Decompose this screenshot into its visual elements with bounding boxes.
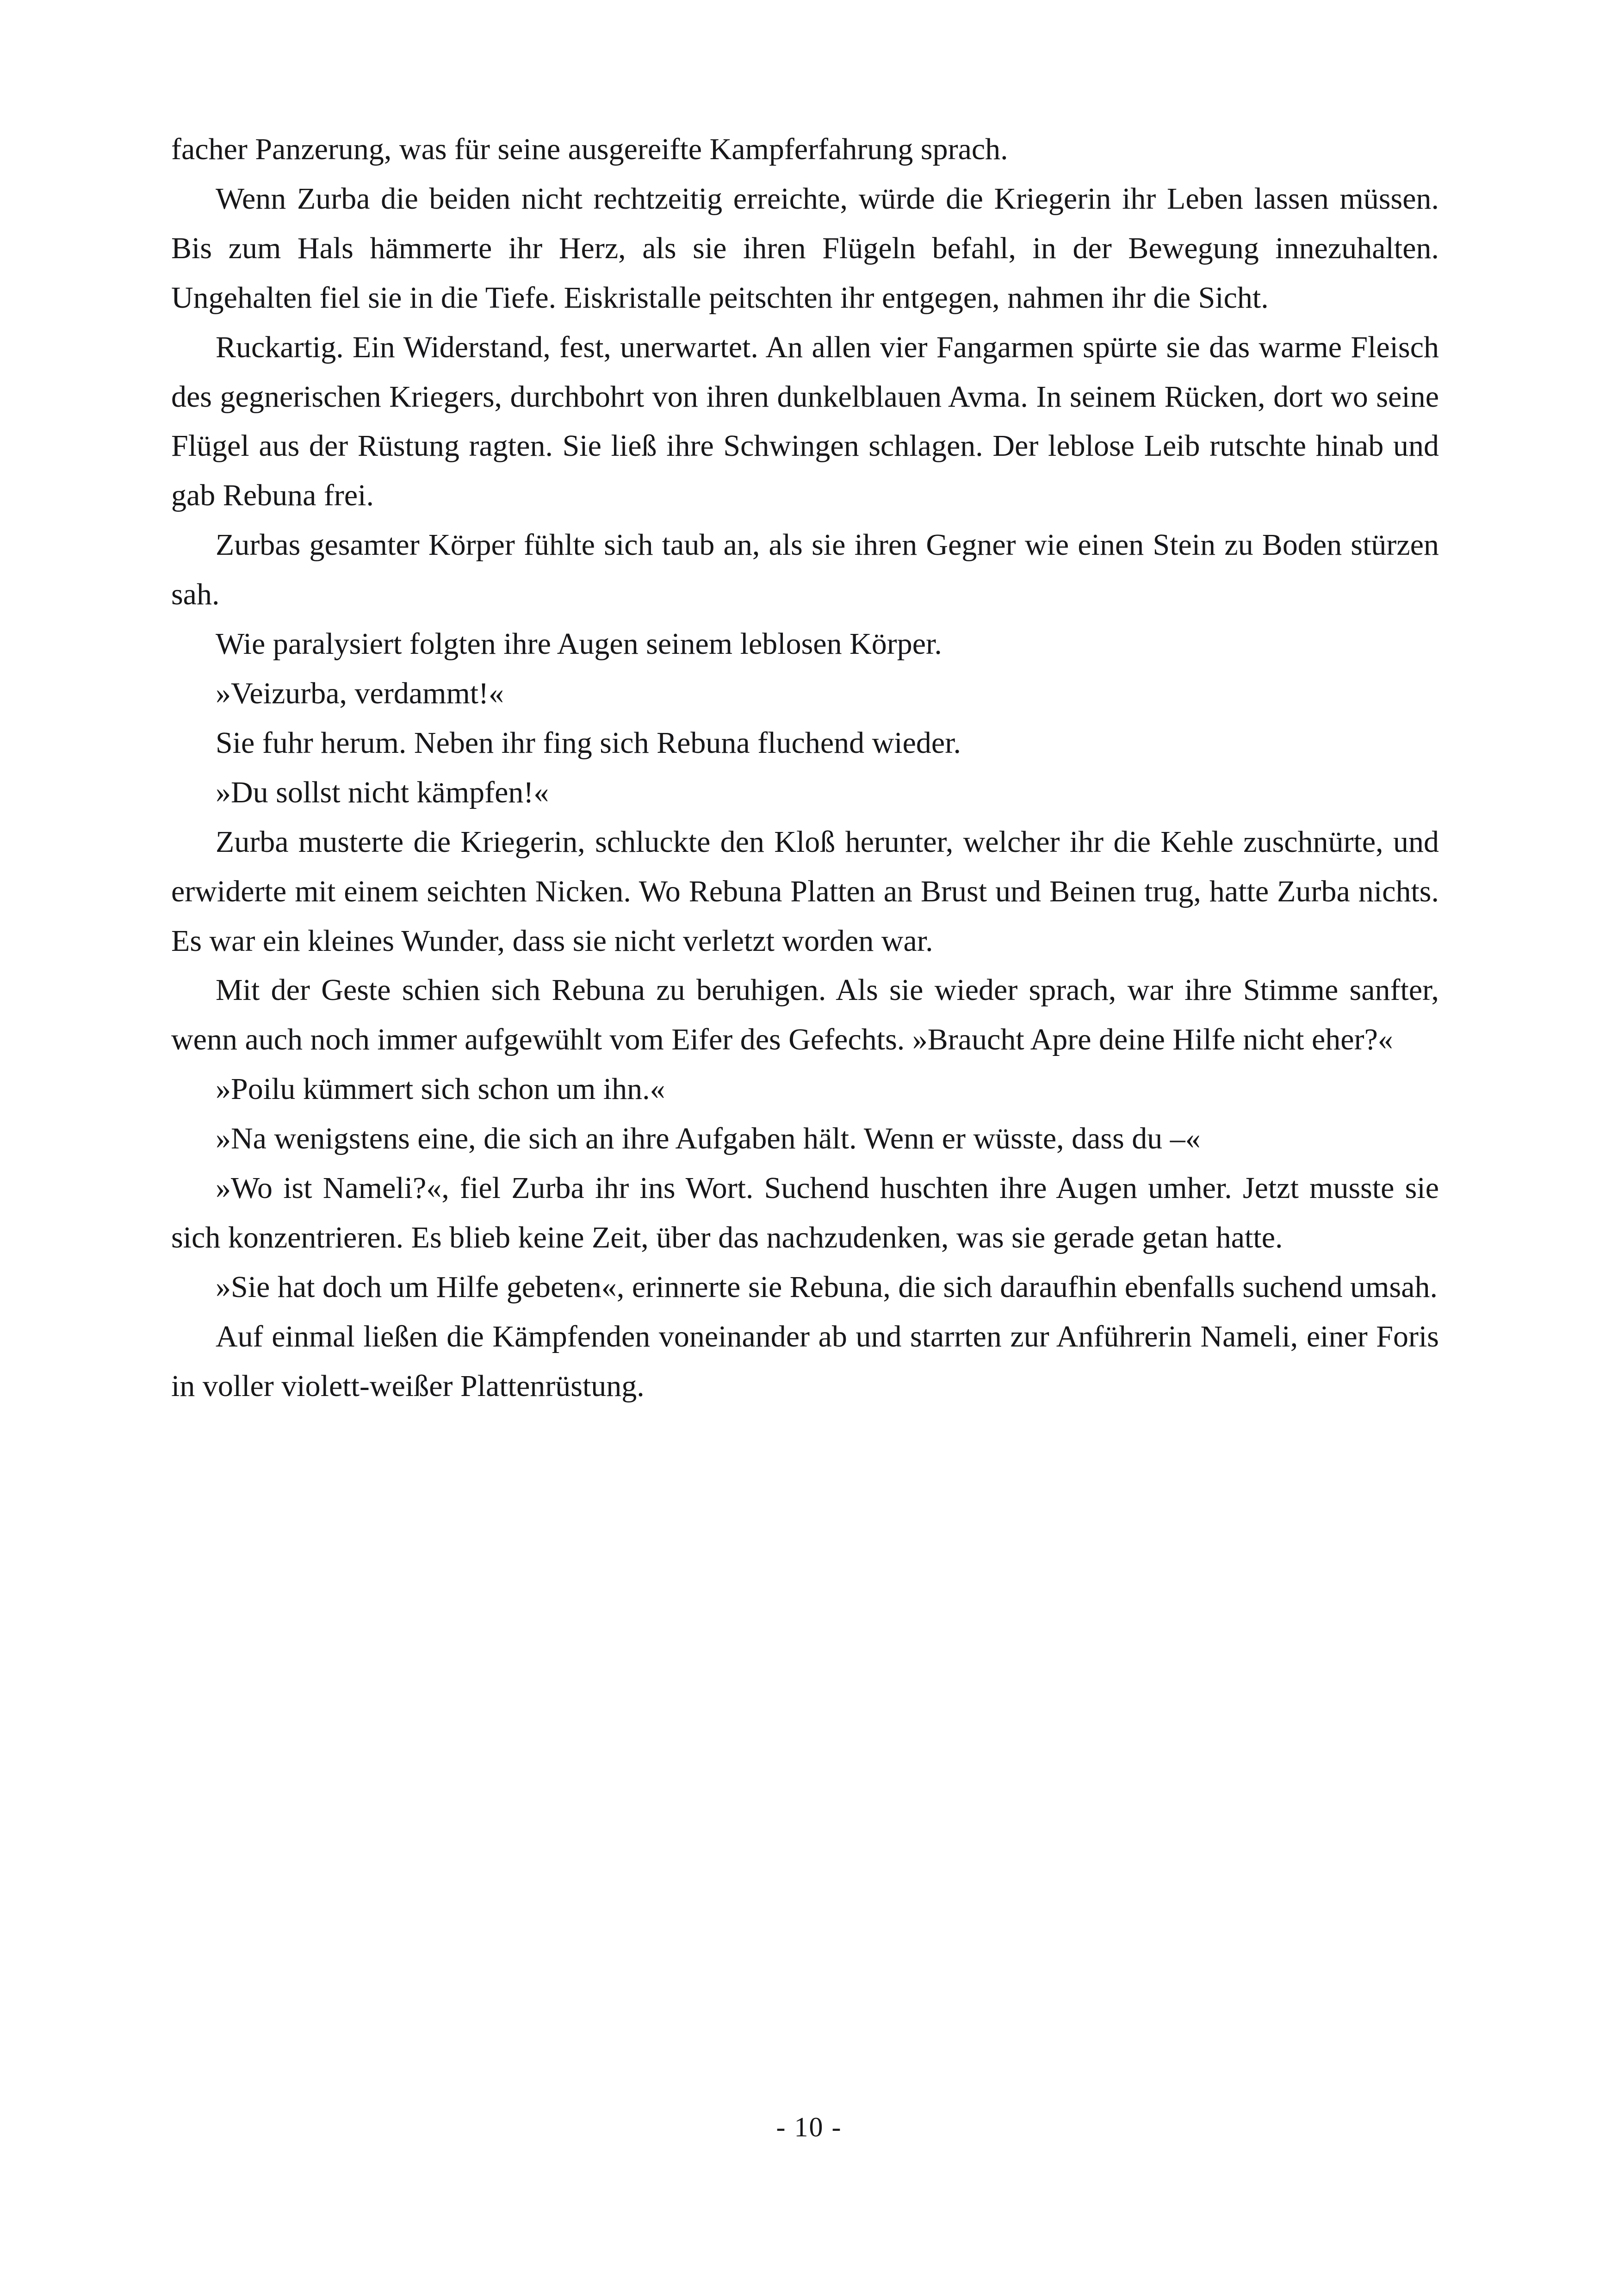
page-number: - 10 - [776, 2112, 842, 2142]
paragraph: Zurbas gesamter Körper fühlte sich taub an, als sie ihren Gegner wie einen Stein zu Boden stürzen sah. [171, 528, 1439, 612]
body-text [171, 125, 1439, 1411]
paragraph: Wie paralysiert folgten ihre Augen seinem leblosen Körper. [216, 627, 942, 661]
paragraph: Sie fuhr herum. Neben ihr fing sich Rebuna fluchend wieder. [216, 726, 961, 760]
paragraph: Zurba musterte die Kriegerin, schluckte den Kloß herunter, welcher ihr die Kehle zuschnürte, und erwiderte mit einem seichten Nicken. Wo Rebuna Platten an Brust und Beinen trug, hatte Zurba nichts. Es war ein kleines Wunder, dass sie nicht verletzt worden war. [171, 825, 1439, 958]
paragraph: »Poilu kümmert sich schon um ihn.« [216, 1072, 665, 1106]
paragraph: Ruckartig. Ein Widerstand, fest, unerwartet. An allen vier Fangarmen spürte sie das warme Fleisch des gegnerischen Kriegers, durchbohrt von ihren dunkelblauen Avma. In seinem Rücken, dort wo seine Flügel aus der Rüstung ragten. Sie ließ ihre Schwingen schlagen. Der leblose Leib rutschte hinab und gab Rebuna frei. [171, 330, 1439, 513]
paragraph: »Du sollst nicht kämpfen!« [216, 775, 549, 809]
paragraph: facher Panzerung, was für seine ausgereifte Kampferfahrung sprach. [171, 132, 1008, 166]
paragraph: Mit der Geste schien sich Rebuna zu beruhigen. Als sie wieder sprach, war ihre Stimme sanfter, wenn auch noch immer aufgewühlt vom Eifer des Gefechts. »Braucht Apre deine Hilfe nicht eher?« [171, 973, 1439, 1057]
paragraph: »Veizurba, verdammt!« [216, 676, 504, 710]
paragraph: »Wo ist Nameli?«, fiel Zurba ihr ins Wort. Suchend huschten ihre Augen umher. Jetzt musste sie sich konzentrieren. Es blieb keine Zeit, über das nachzudenken, was sie gerade getan hatte. [171, 1171, 1439, 1254]
paragraph: Auf einmal ließen die Kämpfenden voneinander ab und starrten zur Anführerin Nameli, einer Foris in voller violett-weißer Plattenrüstung. [171, 1319, 1439, 1403]
paragraph: »Na wenigstens eine, die sich an ihre Aufgaben hält. Wenn er wüsste, dass du –« [216, 1122, 1201, 1156]
paragraph: »Sie hat doch um Hilfe gebeten«, erinnerte sie Rebuna, die sich daraufhin ebenfalls suchend umsah. [216, 1270, 1438, 1304]
paragraph: Wenn Zurba die beiden nicht rechtzeitig erreichte, würde die Kriegerin ihr Leben lassen müssen. Bis zum Hals hämmerte ihr Herz, als sie ihren Flügeln befahl, in der Bewegung innezuhalten. Ungehalten fiel sie in die Tiefe. Eiskristalle peitschten ihr entgegen, nahmen ihr die Sicht. [171, 181, 1439, 315]
